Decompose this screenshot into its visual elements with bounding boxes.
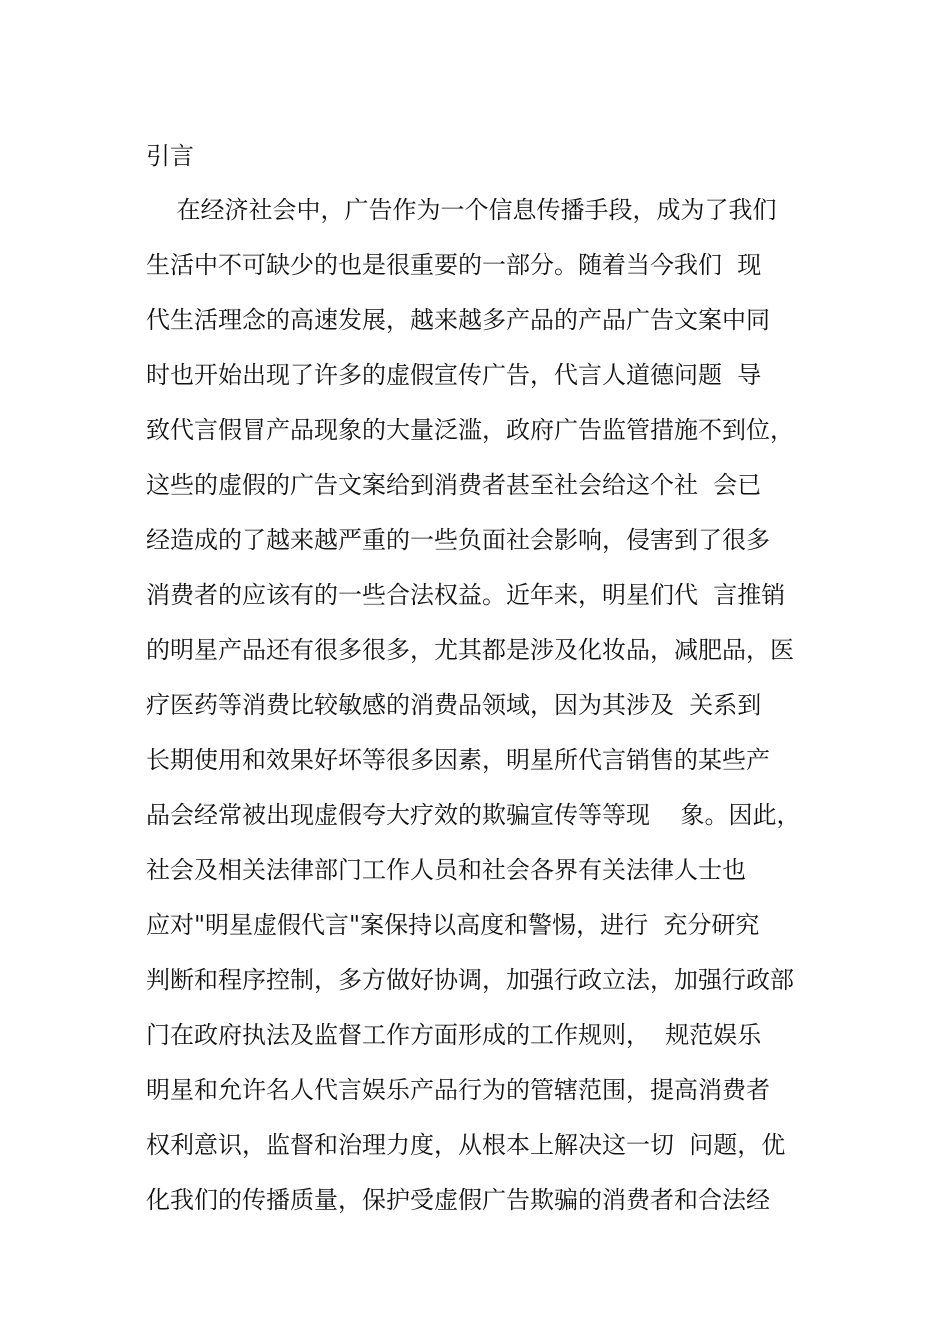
section-heading: 引言 [146,142,194,170]
text-line: 生活中不可缺少的也是很重要的一部分。随着当今我们 现 [146,251,762,279]
text-line: 品会经常被出现虚假夸大疗效的欺骗宣传等等现 象。因此， [146,801,801,829]
text-line: 明星和允许名人代言娱乐产品行为的管辖范围，提高消费者 [146,1076,770,1104]
text-line: 长期使用和效果好坏等很多因素，明星所代言销售的某些产 [146,746,770,774]
text-line: 在经济社会中，广告作为一个信息传播手段，成为了我们 [146,196,777,224]
text-line: 门在政府执法及监督工作方面形成的工作规则， 规范娱乐 [146,1021,762,1049]
text-line: 这些的虚假的广告文案给到消费者甚至社会给这个社 会已 [146,471,762,499]
body-paragraph [146,190,816,1235]
text-line: 的明星产品还有很多很多，尤其都是涉及化妆品，减肥品，医 [146,636,794,664]
text-line: 权利意识，监督和治理力度，从根本上解决这一切 问题，优 [146,1131,786,1159]
text-line: 代生活理念的高速发展，越来越多产品的产品广告文案中同 [146,306,770,334]
text-line: 致代言假冒产品现象的大量泛滥，政府广告监管措施不到位， [146,416,794,444]
text-line: 社会及相关法律部门工作人员和社会各界有关法律人士也 [146,856,746,884]
text-line: 时也开始出现了许多的虚假宣传广告，代言人道德问题 导 [146,361,762,389]
text-line: 应对"明星虚假代言"案保持以高度和警惕，进行 充分研究 [146,911,760,939]
text-line: 消费者的应该有的一些合法权益。近年来，明星们代 言推销 [146,581,786,609]
text-line: 判断和程序控制，多方做好协调，加强行政立法，加强行政部 [146,966,794,994]
text-line: 经造成的了越来越严重的一些负面社会影响，侵害到了很多 [146,526,770,554]
text-line: 疗医药等消费比较敏感的消费品领域，因为其涉及 关系到 [146,691,762,719]
text-line: 化我们的传播质量，保护受虚假广告欺骗的消费者和合法经 [146,1186,770,1214]
